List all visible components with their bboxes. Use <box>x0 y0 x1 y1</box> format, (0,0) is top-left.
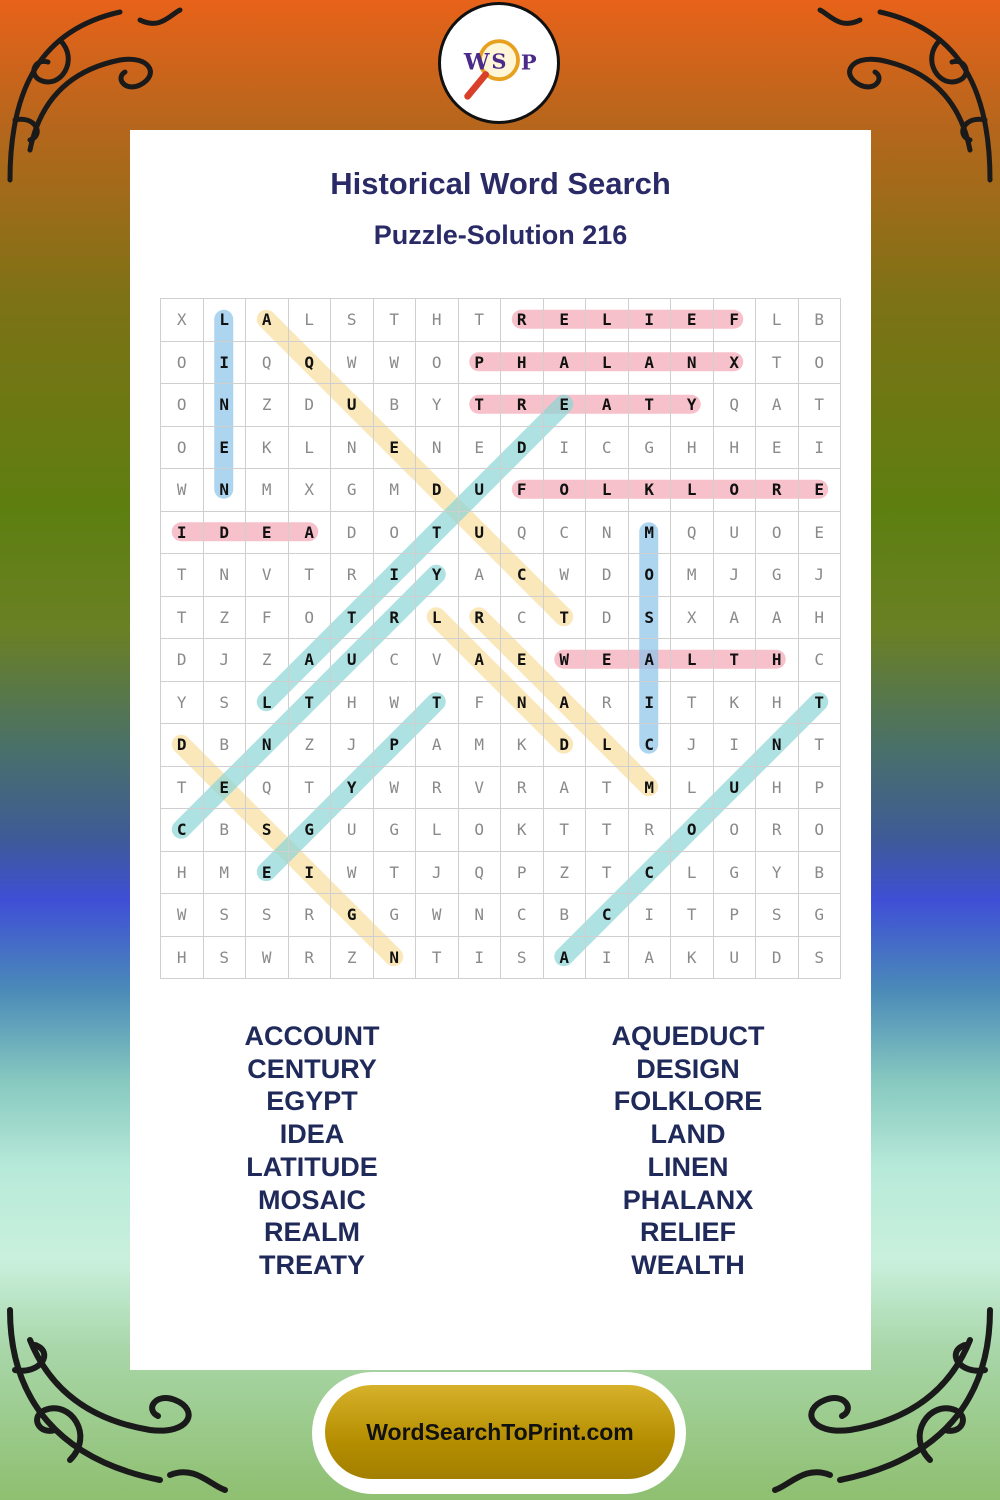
grid-cell: P <box>799 767 842 810</box>
grid-cell: O <box>671 809 714 852</box>
grid-cell: C <box>501 554 544 597</box>
grid-cell: L <box>289 427 332 470</box>
grid-cell: T <box>714 639 757 682</box>
grid-cell: O <box>629 554 672 597</box>
grid-cell: O <box>161 342 204 385</box>
grid-cell: R <box>374 597 417 640</box>
grid-cell: V <box>416 639 459 682</box>
page-title: Historical Word Search <box>330 166 671 201</box>
letter-grid <box>160 298 841 979</box>
grid-cell: O <box>799 342 842 385</box>
grid-cell: R <box>416 767 459 810</box>
grid-cell: P <box>501 852 544 895</box>
grid-cell: T <box>544 597 587 640</box>
grid-cell: X <box>671 597 714 640</box>
grid-cell: L <box>204 299 247 342</box>
grid-cell: A <box>544 342 587 385</box>
grid-cell: S <box>204 937 247 980</box>
word-list-item: LINEN <box>647 1151 729 1182</box>
grid-cell: F <box>246 597 289 640</box>
grid-cell: U <box>331 639 374 682</box>
grid-cell: E <box>544 299 587 342</box>
grid-cell: W <box>416 894 459 937</box>
grid-cell: U <box>714 512 757 555</box>
grid-cell: S <box>204 894 247 937</box>
grid-cell: R <box>289 894 332 937</box>
page-subtitle: Puzzle-Solution 216 <box>373 220 628 250</box>
grid-cell: T <box>289 682 332 725</box>
grid-cell: N <box>501 682 544 725</box>
word-search-grid <box>160 298 841 979</box>
grid-cell: X <box>289 469 332 512</box>
grid-cell: K <box>501 724 544 767</box>
grid-cell: D <box>586 597 629 640</box>
grid-cell: E <box>459 427 502 470</box>
grid-cell: R <box>756 469 799 512</box>
grid-cell: A <box>544 937 587 980</box>
grid-cell: E <box>374 427 417 470</box>
grid-cell: D <box>161 724 204 767</box>
grid-cell: I <box>161 512 204 555</box>
grid-cell: T <box>416 512 459 555</box>
grid-cell: H <box>161 937 204 980</box>
grid-cell: A <box>289 639 332 682</box>
grid-cell: W <box>544 639 587 682</box>
grid-cell: I <box>629 894 672 937</box>
grid-cell: S <box>629 597 672 640</box>
grid-cell: N <box>586 512 629 555</box>
grid-cell: L <box>586 299 629 342</box>
grid-cell: O <box>459 809 502 852</box>
grid-cell: L <box>756 299 799 342</box>
grid-cell: G <box>331 894 374 937</box>
word-list-item: TREATY <box>259 1249 365 1280</box>
word-list-item: WEALTH <box>631 1249 745 1280</box>
grid-cell: Z <box>246 639 289 682</box>
grid-cell: E <box>501 639 544 682</box>
grid-cell: I <box>374 554 417 597</box>
grid-cell: Z <box>204 597 247 640</box>
word-list-item: REALM <box>264 1217 360 1248</box>
grid-cell: H <box>416 299 459 342</box>
word-list-item: EGYPT <box>266 1086 358 1117</box>
grid-cell: L <box>586 469 629 512</box>
grid-cell: R <box>501 299 544 342</box>
grid-cell: N <box>204 469 247 512</box>
grid-cell: B <box>799 299 842 342</box>
grid-cell: D <box>204 512 247 555</box>
grid-cell: C <box>629 724 672 767</box>
grid-cell: T <box>629 384 672 427</box>
grid-cell: W <box>331 342 374 385</box>
grid-cell: C <box>799 639 842 682</box>
grid-cell: I <box>289 852 332 895</box>
word-list-item: PHALANX <box>622 1184 754 1215</box>
grid-cell: O <box>714 469 757 512</box>
grid-cell: E <box>799 469 842 512</box>
grid-cell: K <box>246 427 289 470</box>
grid-cell: J <box>331 724 374 767</box>
grid-cell: L <box>586 724 629 767</box>
grid-cell: A <box>629 639 672 682</box>
grid-cell: H <box>756 639 799 682</box>
grid-cell: L <box>289 299 332 342</box>
grid-cell: Y <box>331 767 374 810</box>
grid-cell: H <box>671 427 714 470</box>
grid-cell: Y <box>161 682 204 725</box>
grid-cell: O <box>161 384 204 427</box>
grid-cell: I <box>629 299 672 342</box>
grid-cell: G <box>714 852 757 895</box>
grid-cell: C <box>544 512 587 555</box>
grid-cell: O <box>416 342 459 385</box>
grid-cell: Z <box>246 384 289 427</box>
grid-cell: F <box>501 469 544 512</box>
grid-cell: O <box>161 427 204 470</box>
grid-cell: T <box>459 299 502 342</box>
grid-cell: N <box>416 427 459 470</box>
grid-cell: B <box>544 894 587 937</box>
grid-cell: I <box>544 427 587 470</box>
grid-cell: G <box>331 469 374 512</box>
grid-cell: T <box>161 767 204 810</box>
grid-cell: E <box>799 512 842 555</box>
grid-cell: D <box>289 384 332 427</box>
grid-cell: T <box>756 342 799 385</box>
grid-cell: T <box>586 852 629 895</box>
grid-cell: L <box>586 342 629 385</box>
grid-cell: Q <box>459 852 502 895</box>
grid-cell: L <box>671 469 714 512</box>
grid-cell: A <box>714 597 757 640</box>
grid-cell: C <box>586 427 629 470</box>
grid-cell: Y <box>416 384 459 427</box>
grid-cell: J <box>204 639 247 682</box>
grid-cell: V <box>246 554 289 597</box>
logo-letter-s: S <box>491 48 507 74</box>
grid-cell: E <box>756 427 799 470</box>
grid-cell: H <box>501 342 544 385</box>
logo-letter-p: P <box>520 49 537 75</box>
grid-cell: C <box>374 639 417 682</box>
grid-cell: A <box>289 512 332 555</box>
grid-cell: A <box>586 384 629 427</box>
grid-cell: U <box>459 469 502 512</box>
grid-cell: B <box>204 724 247 767</box>
grid-cell: S <box>501 937 544 980</box>
grid-cell: U <box>459 512 502 555</box>
grid-cell: W <box>544 554 587 597</box>
grid-cell: L <box>671 767 714 810</box>
grid-cell: F <box>714 299 757 342</box>
grid-cell: U <box>714 767 757 810</box>
grid-cell: H <box>331 682 374 725</box>
grid-cell: I <box>204 342 247 385</box>
logo-letter-w: W <box>463 49 490 76</box>
grid-cell: D <box>756 937 799 980</box>
grid-cell: T <box>289 767 332 810</box>
grid-cell: Z <box>331 937 374 980</box>
grid-cell: E <box>246 512 289 555</box>
grid-cell: T <box>331 597 374 640</box>
grid-cell: N <box>374 937 417 980</box>
grid-cell: G <box>799 894 842 937</box>
grid-cell: A <box>246 299 289 342</box>
grid-cell: R <box>756 809 799 852</box>
grid-cell: T <box>161 597 204 640</box>
grid-cell: M <box>246 469 289 512</box>
grid-cell: M <box>374 469 417 512</box>
grid-cell: D <box>586 554 629 597</box>
grid-cell: G <box>756 554 799 597</box>
grid-cell: T <box>799 682 842 725</box>
grid-cell: H <box>714 427 757 470</box>
grid-cell: Y <box>416 554 459 597</box>
grid-cell: E <box>246 852 289 895</box>
grid-cell: A <box>544 682 587 725</box>
grid-cell: O <box>756 512 799 555</box>
grid-cell: C <box>501 894 544 937</box>
grid-cell: Q <box>246 767 289 810</box>
grid-cell: P <box>714 894 757 937</box>
word-list-item: DESIGN <box>636 1053 740 1084</box>
grid-cell: U <box>331 384 374 427</box>
grid-cell: R <box>629 809 672 852</box>
grid-cell: S <box>756 894 799 937</box>
grid-cell: G <box>629 427 672 470</box>
grid-cell: Z <box>289 724 332 767</box>
grid-cell: G <box>374 894 417 937</box>
grid-cell: V <box>459 767 502 810</box>
grid-cell: A <box>459 639 502 682</box>
word-list-item: FOLKLORE <box>613 1086 763 1117</box>
grid-cell: W <box>331 852 374 895</box>
grid-cell: O <box>799 809 842 852</box>
grid-cell: K <box>629 469 672 512</box>
grid-cell: N <box>246 724 289 767</box>
grid-cell: R <box>459 597 502 640</box>
grid-cell: T <box>374 299 417 342</box>
grid-cell: S <box>246 809 289 852</box>
grid-cell: I <box>459 937 502 980</box>
grid-cell: L <box>671 639 714 682</box>
grid-cell: S <box>799 937 842 980</box>
grid-cell: A <box>416 724 459 767</box>
grid-cell: G <box>289 809 332 852</box>
word-list-item: MOSAIC <box>258 1184 366 1215</box>
grid-cell: S <box>331 299 374 342</box>
grid-cell: K <box>714 682 757 725</box>
grid-cell: D <box>544 724 587 767</box>
grid-cell: T <box>799 384 842 427</box>
grid-cell: J <box>671 724 714 767</box>
word-list-item: CENTURY <box>247 1053 377 1084</box>
site-link-button[interactable]: WordSearchToPrint.com <box>325 1385 675 1479</box>
grid-cell: N <box>204 384 247 427</box>
grid-cell: K <box>671 937 714 980</box>
grid-cell: J <box>799 554 842 597</box>
grid-cell: R <box>586 682 629 725</box>
grid-cell: N <box>331 427 374 470</box>
grid-cell: B <box>204 809 247 852</box>
word-list-right <box>538 1020 838 1282</box>
grid-cell: R <box>501 384 544 427</box>
grid-cell: M <box>629 767 672 810</box>
grid-cell: H <box>756 767 799 810</box>
word-list-item: LAND <box>650 1119 726 1150</box>
word-list-item: AQUEDUCT <box>611 1021 765 1051</box>
grid-cell: M <box>204 852 247 895</box>
grid-cell: R <box>331 554 374 597</box>
grid-cell: T <box>161 554 204 597</box>
grid-cell: A <box>756 597 799 640</box>
grid-cell: L <box>416 597 459 640</box>
grid-cell: R <box>289 937 332 980</box>
grid-cell: N <box>671 342 714 385</box>
grid-cell: N <box>756 724 799 767</box>
grid-cell: D <box>161 639 204 682</box>
grid-cell: J <box>416 852 459 895</box>
grid-cell: T <box>374 852 417 895</box>
grid-cell: M <box>459 724 502 767</box>
grid-cell: W <box>161 894 204 937</box>
grid-cell: I <box>799 427 842 470</box>
grid-cell: E <box>586 639 629 682</box>
grid-cell: A <box>544 767 587 810</box>
grid-cell: K <box>501 809 544 852</box>
grid-cell: Q <box>501 512 544 555</box>
grid-cell: W <box>374 342 417 385</box>
grid-cell: X <box>714 342 757 385</box>
grid-cell: A <box>629 937 672 980</box>
grid-cell: D <box>501 427 544 470</box>
grid-cell: C <box>629 852 672 895</box>
grid-cell: T <box>671 894 714 937</box>
grid-cell: A <box>756 384 799 427</box>
grid-cell: T <box>671 682 714 725</box>
grid-cell: O <box>374 512 417 555</box>
grid-cell: T <box>459 384 502 427</box>
grid-cell: L <box>416 809 459 852</box>
grid-cell: X <box>161 299 204 342</box>
word-list-item: IDEA <box>279 1119 345 1150</box>
word-list-item: ACCOUNT <box>244 1021 380 1051</box>
grid-cell: M <box>629 512 672 555</box>
grid-cell: I <box>586 937 629 980</box>
grid-cell: U <box>331 809 374 852</box>
grid-cell: P <box>374 724 417 767</box>
grid-cell: D <box>416 469 459 512</box>
grid-cell: I <box>714 724 757 767</box>
grid-cell: I <box>629 682 672 725</box>
grid-cell: T <box>544 809 587 852</box>
word-list-left <box>162 1020 462 1282</box>
grid-cell: G <box>374 809 417 852</box>
grid-cell: T <box>416 682 459 725</box>
grid-cell: M <box>671 554 714 597</box>
grid-cell: C <box>161 809 204 852</box>
grid-cell: Y <box>756 852 799 895</box>
grid-cell: U <box>714 937 757 980</box>
wsp-logo <box>438 2 560 124</box>
grid-cell: Q <box>714 384 757 427</box>
grid-cell: N <box>459 894 502 937</box>
grid-cell: T <box>416 937 459 980</box>
grid-cell: T <box>799 724 842 767</box>
word-list-item: RELIEF <box>639 1217 736 1248</box>
grid-cell: O <box>544 469 587 512</box>
grid-cell: R <box>501 767 544 810</box>
grid-cell: A <box>459 554 502 597</box>
grid-cell: C <box>586 894 629 937</box>
grid-cell: T <box>289 554 332 597</box>
grid-cell: C <box>501 597 544 640</box>
grid-cell: Y <box>671 384 714 427</box>
grid-cell: H <box>756 682 799 725</box>
grid-cell: E <box>544 384 587 427</box>
grid-cell: W <box>246 937 289 980</box>
grid-cell: P <box>459 342 502 385</box>
grid-cell: L <box>246 682 289 725</box>
grid-cell: Q <box>289 342 332 385</box>
grid-cell: W <box>161 469 204 512</box>
grid-cell: N <box>204 554 247 597</box>
grid-cell: W <box>374 767 417 810</box>
grid-cell: Z <box>544 852 587 895</box>
word-list-item: LATITUDE <box>246 1151 378 1182</box>
grid-cell: L <box>671 852 714 895</box>
grid-cell: E <box>671 299 714 342</box>
grid-cell: J <box>714 554 757 597</box>
grid-cell: H <box>161 852 204 895</box>
grid-cell: S <box>246 894 289 937</box>
grid-cell: D <box>331 512 374 555</box>
grid-cell: Q <box>246 342 289 385</box>
grid-cell: T <box>586 767 629 810</box>
grid-cell: T <box>586 809 629 852</box>
grid-cell: A <box>629 342 672 385</box>
grid-cell: S <box>204 682 247 725</box>
grid-cell: H <box>799 597 842 640</box>
grid-cell: O <box>289 597 332 640</box>
grid-cell: B <box>374 384 417 427</box>
grid-cell: E <box>204 767 247 810</box>
grid-cell: O <box>714 809 757 852</box>
grid-cell: Q <box>671 512 714 555</box>
grid-cell: E <box>204 427 247 470</box>
grid-cell: B <box>799 852 842 895</box>
grid-cell: F <box>459 682 502 725</box>
grid-cell: W <box>374 682 417 725</box>
